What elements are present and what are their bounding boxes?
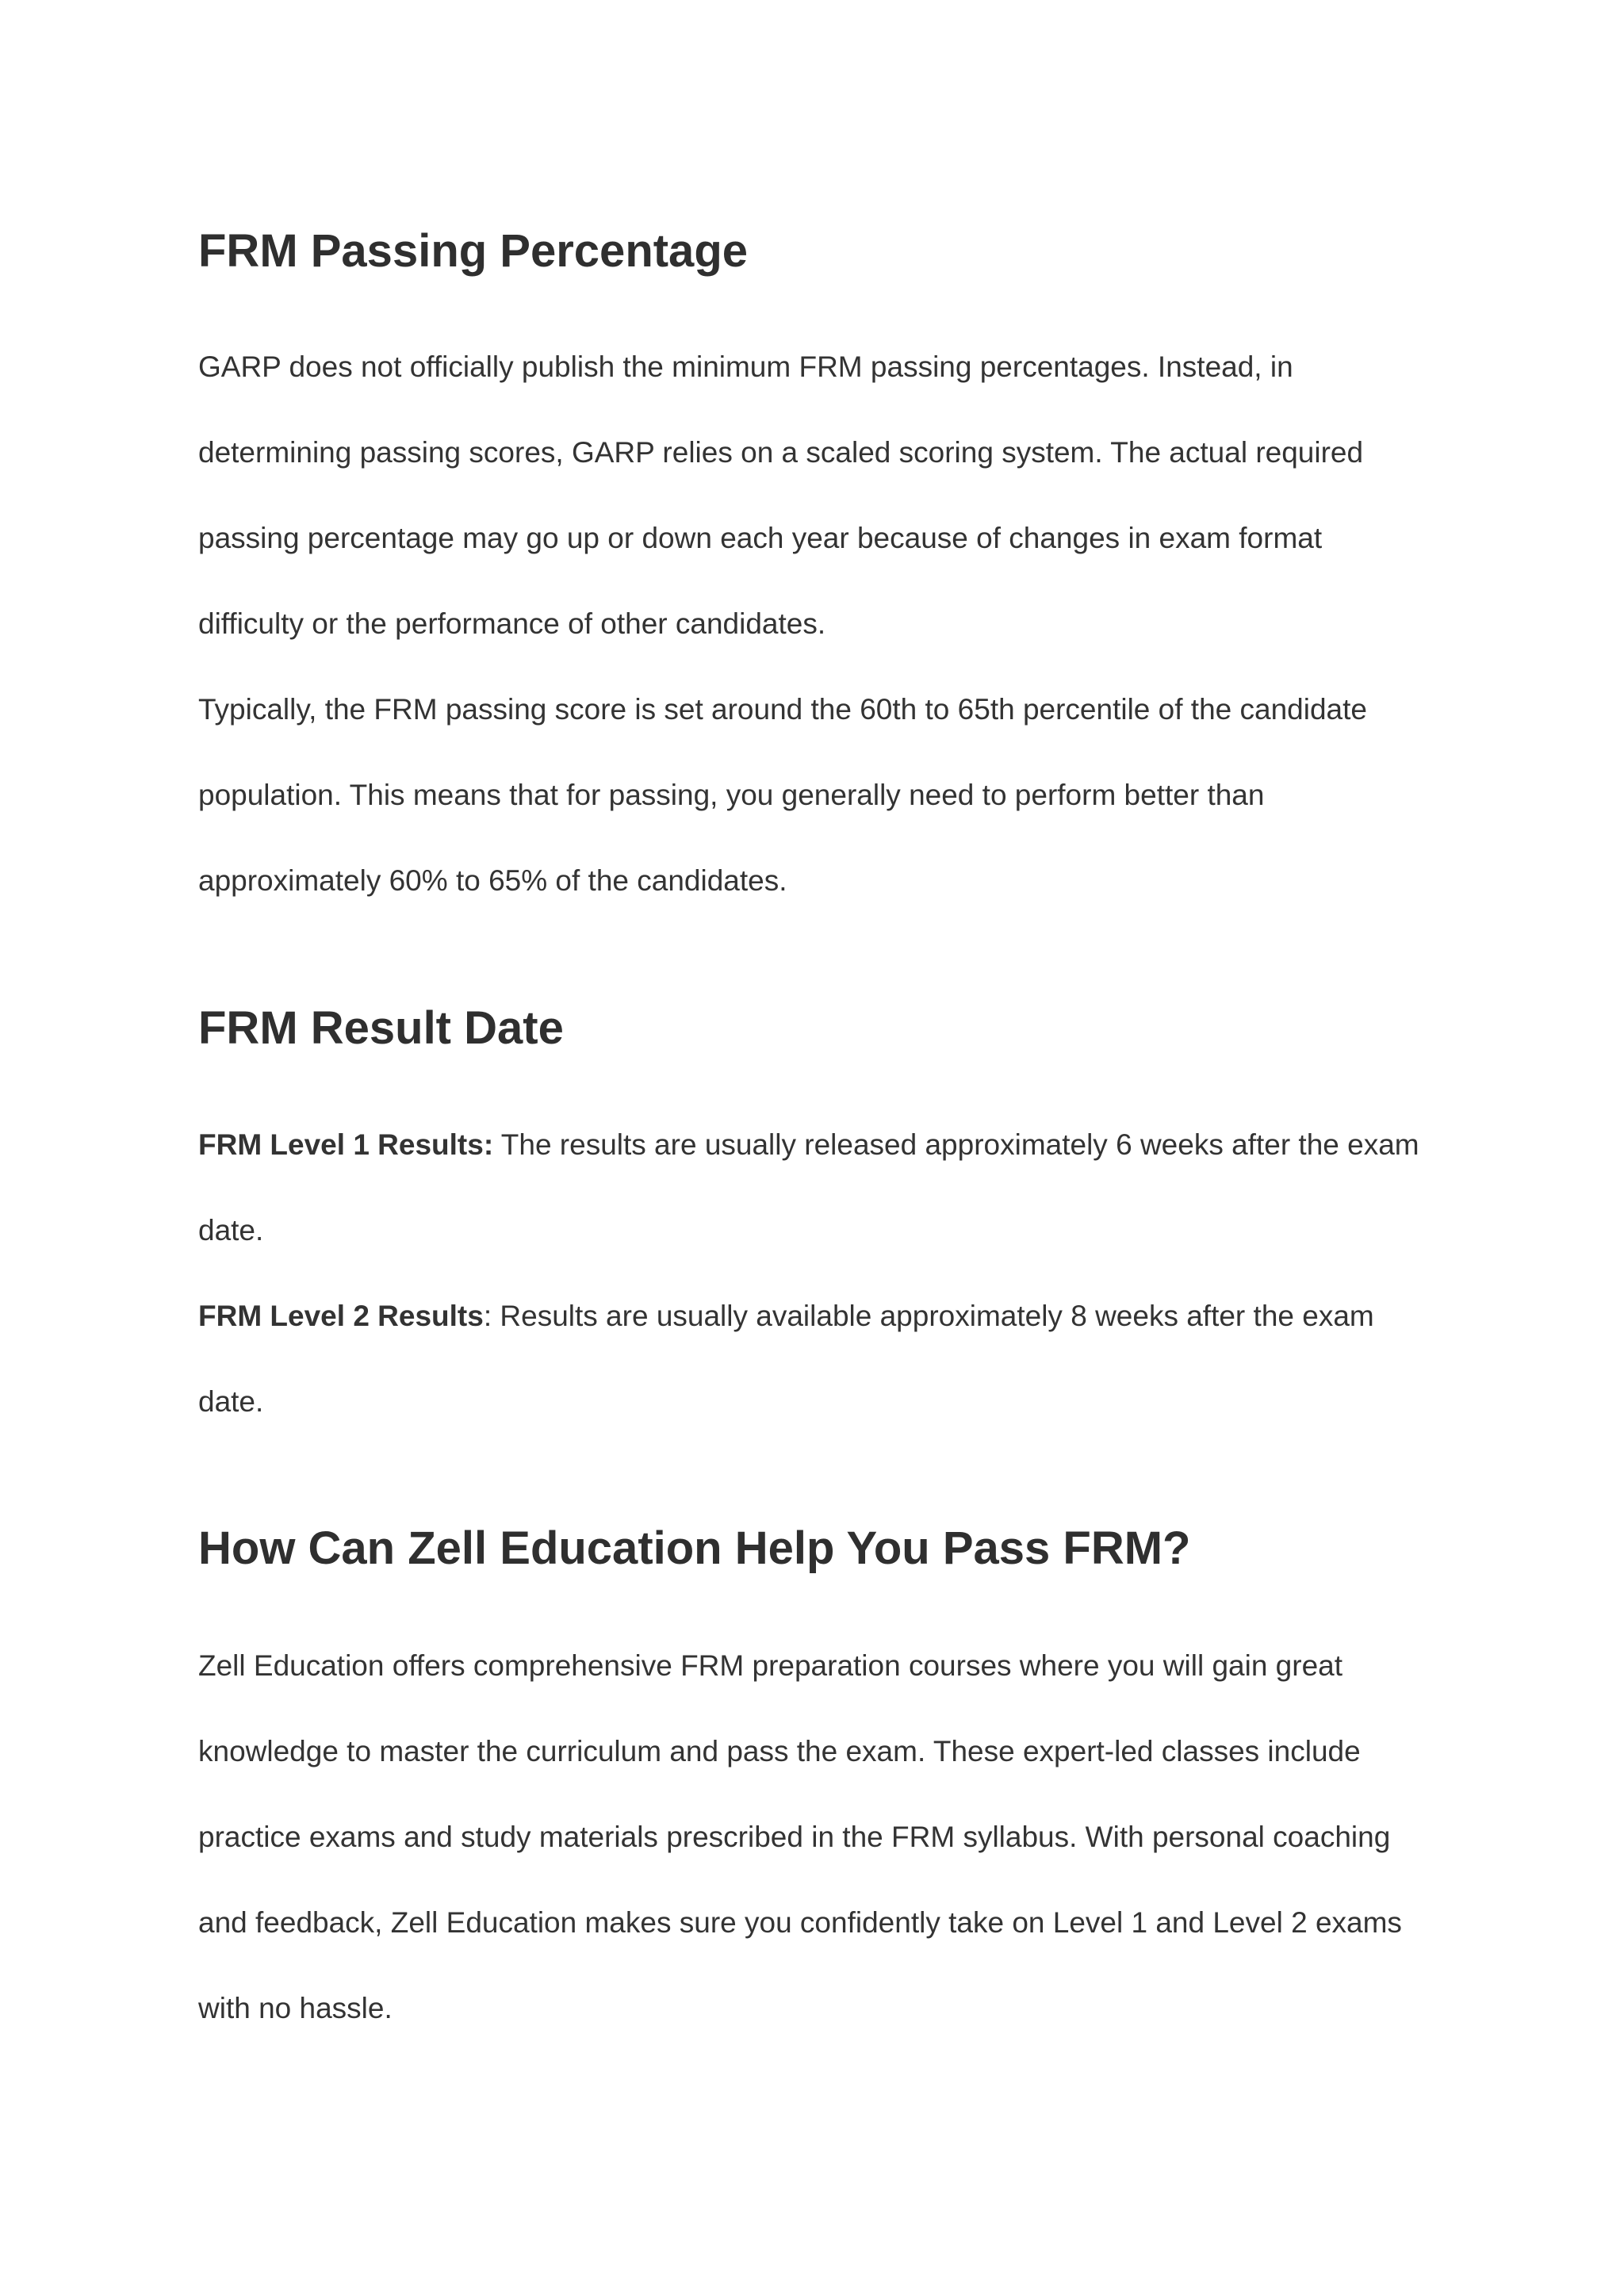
section-heading-passing-percentage: FRM Passing Percentage	[198, 225, 748, 277]
section-heading-result-date: FRM Result Date	[198, 1002, 564, 1054]
paragraph-passing-scaled-scoring: GARP does not officially publish the minimum FRM passing percentages. Instead, in determining passing scores, GARP relies on a scaled scoring system. The actual required passing percentage may go up or down each year because of changes in exam format difficulty or the performance of other candidates.	[198, 350, 1364, 640]
level2-results-label: FRM Level 2 Results	[198, 1300, 484, 1332]
paragraph-level1-results	[198, 1102, 1435, 1273]
level1-results-text: The results are usually released approximately 6 weeks after the exam date.	[198, 1128, 1419, 1247]
paragraph-zell-education-offer: Zell Education offers comprehensive FRM preparation courses where you will gain great knowledge to master the curriculum and pass the exam. These expert-led classes include practice exams and study materials prescribed in the FRM syllabus. With personal coaching and feedback, Zell Education makes sure you confidently take on Level 1 and Level 2 exams with no hassle.	[198, 1649, 1402, 2024]
level1-results-label: FRM Level 1 Results:	[198, 1128, 494, 1161]
section-heading-zell-education: How Can Zell Education Help You Pass FRM?	[198, 1522, 1191, 1574]
level2-results-text: : Results are usually available approximately 8 weeks after the exam date.	[198, 1300, 1374, 1418]
paragraph-level2-results	[198, 1273, 1435, 1445]
paragraph-passing-percentile: Typically, the FRM passing score is set around the 60th to 65th percentile of the candidate population. This means that for passing, you generally need to perform better than approximately 60% to 65% of the candidates.	[198, 693, 1367, 897]
